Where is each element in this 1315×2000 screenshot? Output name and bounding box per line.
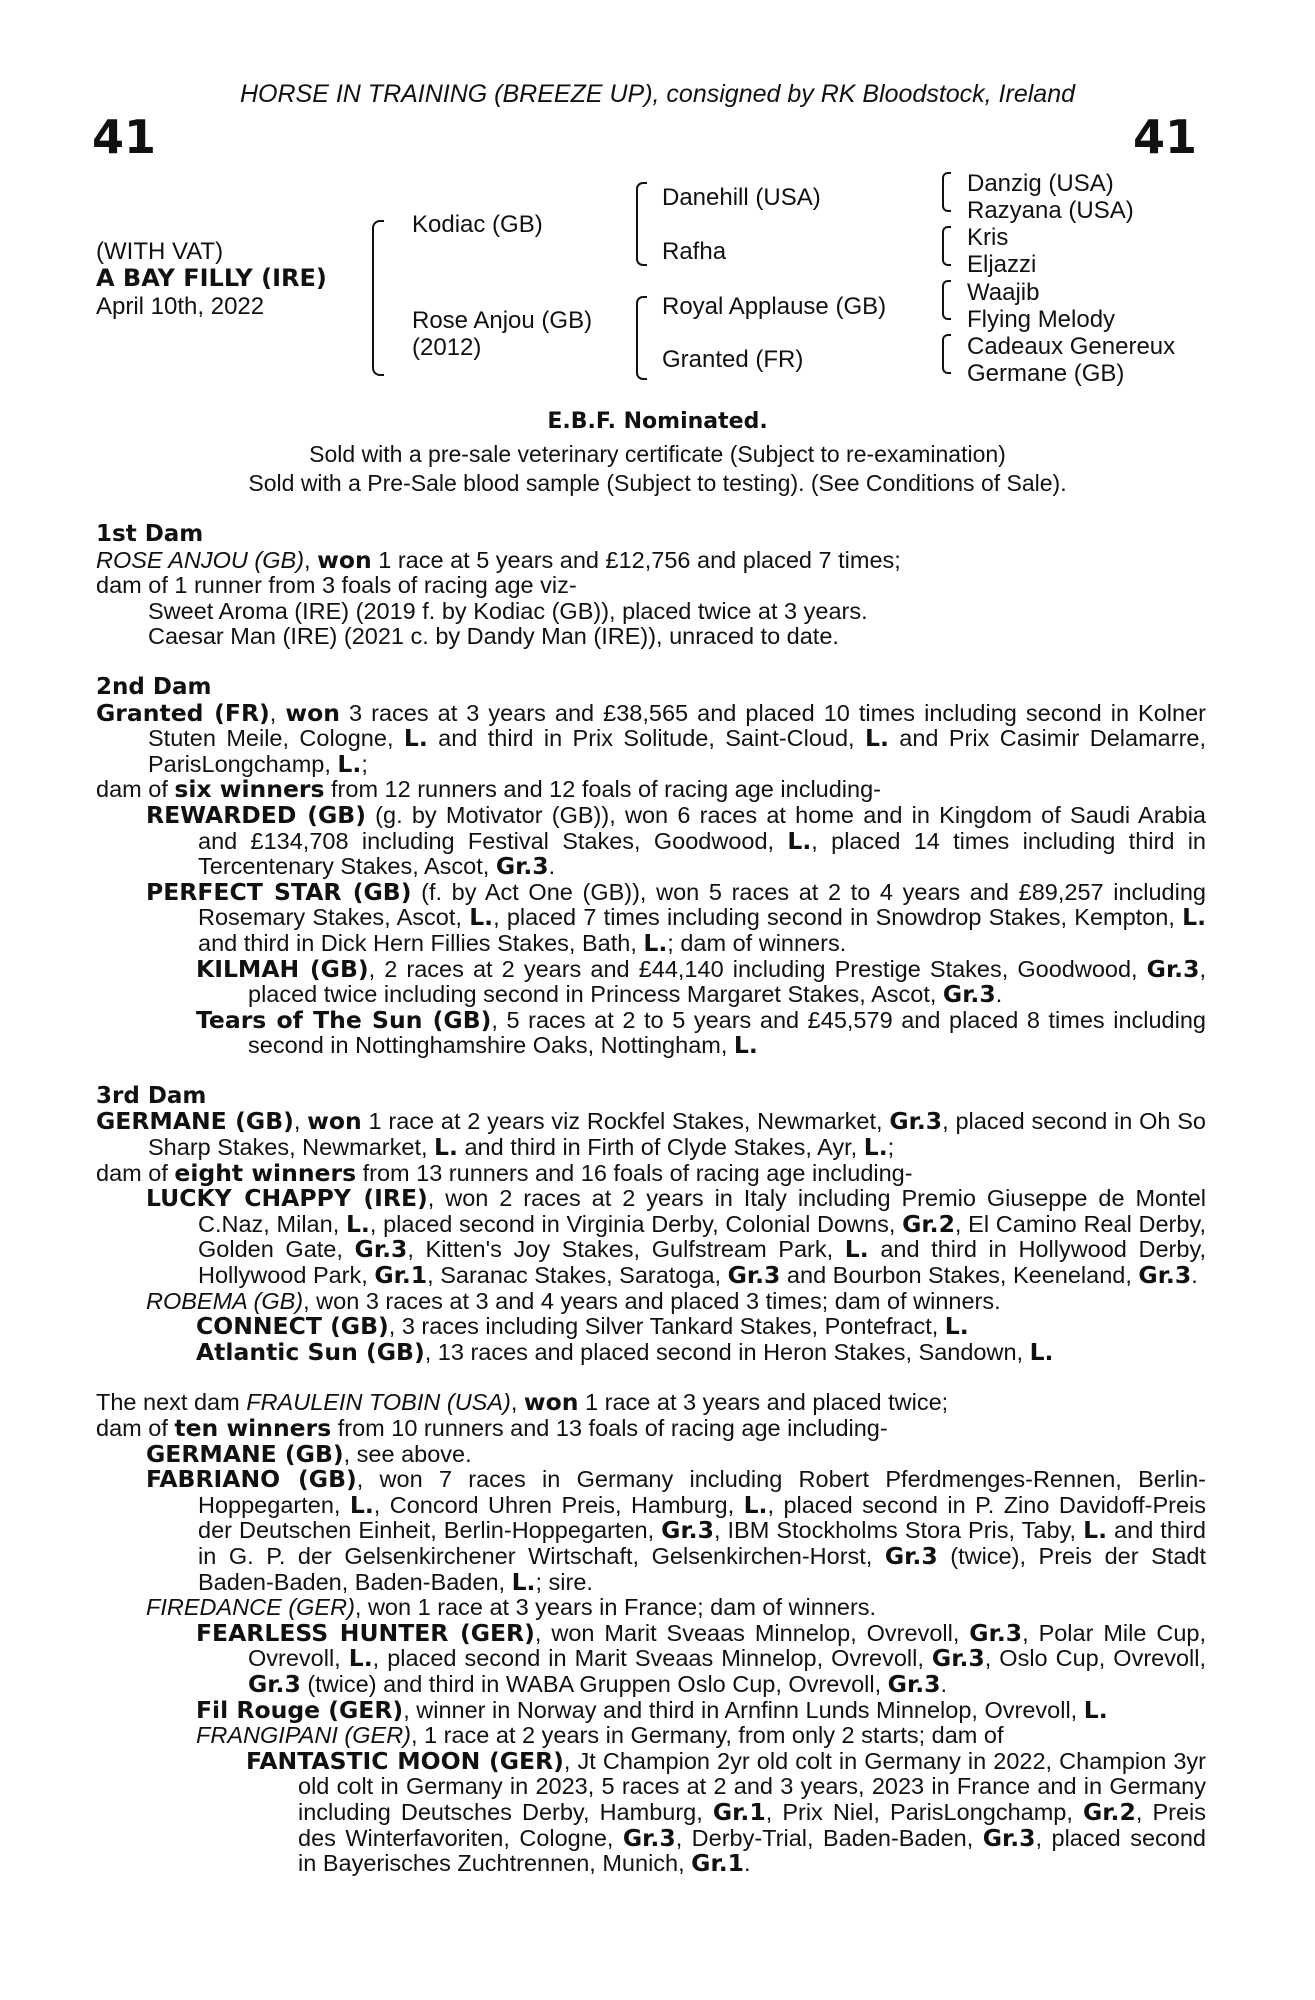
pedigree-gen3-4: Eljazzi bbox=[967, 251, 1037, 278]
pedigree-gen3-5: Waajib bbox=[967, 279, 1040, 306]
progeny-entry: REWARDED (GB) (g. by Motivator (GB)), won 6 races at home and in Kingdom of Saudi Arabia and £134,708 including Festival Stakes, Goodwood, L., placed 14 times including third in Tercentenary Stakes, Ascot, Gr.3. bbox=[146, 800, 1206, 881]
first-dam-produce: dam of 1 runner from 3 foals of racing age viz- bbox=[96, 572, 577, 599]
lot-number-left: 41 bbox=[92, 110, 157, 164]
pedigree-gen3-1: Danzig (USA) bbox=[967, 170, 1114, 197]
progeny-entry: FANTASTIC MOON (GER), Jt Champion 2yr old colt in Germany in 2022, Champion 3yr old colt in Germany in 2023, 5 races at 2 and 3 years, 2023 in France and in Germany including Deutsches Derby, Hamburg, Gr.1, Prix Niel, ParisLongchamp, Gr.2, Preis des Winterfavoriten, Cologne, Gr.3, Derby-Trial, Baden-Baden, Gr.3, placed second in Bayerisches Zuchtrennen, Munich, Gr.1. bbox=[246, 1746, 1207, 1878]
pedigree-sire-sire: Danehill (USA) bbox=[662, 184, 821, 211]
lot-number-right: 41 bbox=[1132, 110, 1197, 164]
horse-name: A BAY FILLY (IRE) bbox=[96, 264, 327, 292]
progeny-entry: PERFECT STAR (GB) (f. by Act One (GB)), won 5 races at 2 to 4 years and £89,257 including Rosemary Stakes, Ascot, L., placed 7 times including second in Snowdrop Stakes, Kempton, L. and third in Dick Hern Fillies Stakes, Bath, L.; dam of winners. bbox=[146, 877, 1207, 957]
progeny-entry: Sweet Aroma (IRE) (2019 f. by Kodiac (GB)), placed twice at 3 years. bbox=[148, 597, 868, 624]
second-dam-heading: 2nd Dam bbox=[96, 673, 212, 700]
blood-sample-note: Sold with a Pre-Sale blood sample (Subject to testing). (See Conditions of Sale). bbox=[248, 470, 1067, 496]
progeny-entry: LUCKY CHAPPY (IRE), won 2 races at 2 years in Italy including Premio Giuseppe de Montel C.Naz, Milan, L., placed second in Virginia Derby, Colonial Downs, Gr.2, El Camino Real Derby, Golden Gate, Gr.3, Kitten's Joy Stakes, Gulfstream Park, L. and third in Hollywood Derby, Hollywood Park, Gr.1, Saranac Stakes, Saratoga, Gr.3 and Bourbon Stakes, Keeneland, Gr.3. bbox=[146, 1184, 1206, 1290]
vet-certificate-note: Sold with a pre-sale veterinary certificate (Subject to re-examination) bbox=[309, 441, 1006, 467]
second-dam-record: Granted (FR), won 3 races at 3 years and £38,565 and placed 10 times including second in Kolner Stuten Meile, Cologne, L. and third in Prix Solitude, Saint-Cloud, L. and Prix Casimir Delamarre, ParisLongchamp, L.; bbox=[96, 698, 1206, 778]
pedigree-brace-gen3-3 bbox=[942, 280, 951, 320]
catalogue-header: HORSE IN TRAINING (BREEZE UP), consigned by RK Bloodstock, Ireland bbox=[240, 80, 1075, 108]
first-dam-record: ROSE ANJOU (GB), won 1 race at 5 years and £12,756 and placed 7 times; bbox=[96, 545, 901, 574]
pedigree-brace-gen2-sire bbox=[636, 182, 647, 266]
pedigree-brace-gen3-1 bbox=[942, 172, 951, 212]
third-dam-heading: 3rd Dam bbox=[96, 1082, 207, 1109]
next-dam-produce: dam of ten winners from 10 runners and 13 foals of racing age including- bbox=[96, 1414, 888, 1442]
progeny-entry: KILMAH (GB), 2 races at 2 years and £44,140 including Prestige Stakes, Goodwood, Gr.3, placed twice including second in Princess Margaret Stakes, Ascot, Gr.3. bbox=[196, 954, 1206, 1009]
progeny-entry: FRANGIPANI (GER), 1 race at 2 years in Germany, from only 2 starts; dam of bbox=[196, 1722, 1004, 1749]
ebf-nominated: E.B.F. Nominated. bbox=[547, 409, 768, 434]
pedigree-brace-gen2-dam bbox=[636, 296, 647, 380]
pedigree-dam-sire: Royal Applause (GB) bbox=[662, 293, 887, 320]
progeny-entry: Fil Rouge (GER), winner in Norway and third in Arnfinn Lunds Minnelop, Ovrevoll, L. bbox=[196, 1695, 1108, 1724]
dam-name: ROSE ANJOU (GB) bbox=[96, 546, 305, 573]
progeny-entry: FEARLESS HUNTER (GER), won Marit Sveaas Minnelop, Ovrevoll, Gr.3, Polar Mile Cup, Ovrevoll, L., placed second in Marit Sveaas Minnelop, Ovrevoll, Gr.3, Oslo Cup, Ovrevoll, Gr.3 (twice) and third in WABA Gruppen Oslo Cup, Ovrevoll, Gr.3. bbox=[196, 1618, 1207, 1698]
pedigree-gen3-6: Flying Melody bbox=[967, 306, 1116, 333]
vat-label: (WITH VAT) bbox=[96, 238, 224, 265]
pedigree-dam-year: (2012) bbox=[412, 334, 482, 361]
third-dam-produce: dam of eight winners from 13 runners and 16 foals of racing age including- bbox=[96, 1158, 913, 1187]
progeny-entry: GERMANE (GB), see above. bbox=[146, 1439, 472, 1468]
second-dam-produce: dam of six winners from 12 runners and 12 foals of racing age including- bbox=[96, 775, 881, 804]
pedigree-dam-dam: Granted (FR) bbox=[662, 346, 804, 373]
pedigree-brace-gen1 bbox=[372, 220, 384, 376]
progeny-entry: Atlantic Sun (GB), 13 races and placed second in Heron Stakes, Sandown, L. bbox=[196, 1337, 1054, 1366]
third-dam-record: GERMANE (GB), won 1 race at 2 years viz Rockfel Stakes, Newmarket, Gr.3, placed second in Oh So Sharp Stakes, Newmarket, L. and third in Firth of Clyde Stakes, Ayr, L.; bbox=[96, 1107, 1206, 1162]
progeny-entry: FABRIANO (GB), won 7 races in Germany including Robert Pferdmenges-Rennen, Berlin-Hoppegarten, L., Concord Uhren Preis, Hamburg, L., placed second in P. Zino Davidoff-Preis der Deutschen Einheit, Berlin-Hoppegarten, Gr.3, IBM Stockholms Stora Pris, Taby, L. and third in G. P. der Gelsenkirchener Wirtschaft, Gelsenkirchen-Horst, Gr.3 (twice), Preis der Stadt Baden-Baden, Baden-Baden, L.; sire. bbox=[146, 1465, 1207, 1596]
progeny-entry: ROBEMA (GB), won 3 races at 3 and 4 years and placed 3 times; dam of winners. bbox=[146, 1287, 1001, 1314]
pedigree-gen3-8: Germane (GB) bbox=[967, 360, 1125, 387]
progeny-entry: FIREDANCE (GER), won 1 race at 3 years in France; dam of winners. bbox=[146, 1594, 877, 1621]
pedigree-dam: Rose Anjou (GB) bbox=[412, 307, 593, 334]
pedigree-gen3-7: Cadeaux Genereux bbox=[967, 333, 1176, 360]
first-dam-heading: 1st Dam bbox=[96, 521, 204, 547]
pedigree-sire: Kodiac (GB) bbox=[412, 211, 543, 238]
progeny-entry: Caesar Man (IRE) (2021 c. by Dandy Man (IRE)), unraced to date. bbox=[148, 623, 839, 650]
foaling-date: April 10th, 2022 bbox=[96, 293, 265, 320]
progeny-entry: Tears of The Sun (GB), 5 races at 2 to 5 years and £45,579 and placed 8 times including second in Nottinghamshire Oaks, Nottingham, L. bbox=[196, 1005, 1206, 1060]
progeny-entry: CONNECT (GB), 3 races including Silver Tankard Stakes, Pontefract, L. bbox=[196, 1312, 969, 1341]
won-label: won bbox=[317, 545, 372, 574]
next-dam-record: The next dam FRAULEIN TOBIN (USA), won 1 race at 3 years and placed twice; bbox=[96, 1388, 949, 1417]
pedigree-gen3-3: Kris bbox=[967, 224, 1009, 251]
pedigree-gen3-2: Razyana (USA) bbox=[967, 197, 1134, 224]
pedigree-body bbox=[96, 522, 1206, 1877]
pedigree-brace-gen3-2 bbox=[942, 226, 951, 266]
pedigree-sire-dam: Rafha bbox=[662, 238, 727, 265]
pedigree-brace-gen3-4 bbox=[942, 334, 951, 374]
